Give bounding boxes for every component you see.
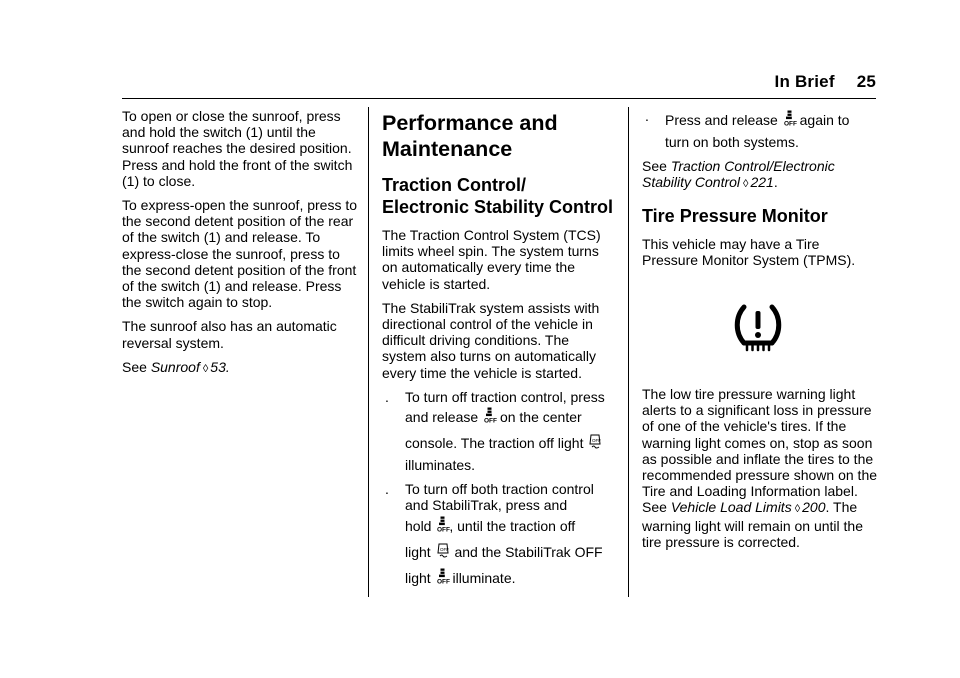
svg-text:OFF: OFF: [439, 546, 449, 552]
page-number: 25: [856, 72, 876, 91]
bullet-traction-off: . To turn off traction control, press and release OFF on the center console. The traction off light OFF illuminates.: [385, 388, 605, 474]
traction-control-link[interactable]: Traction Control/Electronic Stability Control ◊ 221: [642, 158, 835, 191]
column-divider-1: [368, 107, 369, 597]
traction-control-off-button-icon: [436, 568, 450, 592]
traction-off-light-icon: [589, 433, 601, 457]
svg-text:OFF: OFF: [437, 526, 451, 534]
bullet-both-off: . To turn off both traction control and StabiliTrak, press and hold OFF , until the traction off light OFF and the StabiliTrak OFF light OFF illuminate.: [382, 481, 614, 591]
column-2: [382, 108, 614, 600]
xref-arrow-icon: ◊: [743, 178, 749, 191]
subheading-traction-control: Traction Control/ Electronic Stability Control: [382, 175, 614, 217]
sunroof-open-paragraph: To open or close the sunroof, press and hold the switch (1) until the sunroof reaches the desired position. Press and hold the front of the switch (1) to close.: [122, 108, 353, 189]
tcs-paragraph: The Traction Control System (TCS) limits wheel spin. The system turns on automatically every time the vehicle is started.: [382, 227, 601, 292]
column-3: [642, 108, 878, 558]
header-rule: [122, 98, 876, 99]
page-header: [775, 72, 876, 92]
svg-text:OFF: OFF: [592, 438, 602, 444]
sunroof-reversal-paragraph: The sunroof also has an automatic reversal system.: [122, 318, 337, 351]
subheading-tire-pressure: Tire Pressure Monitor: [642, 205, 828, 226]
svg-text:OFF: OFF: [484, 417, 498, 425]
bullet-dot: .: [645, 108, 649, 124]
traction-control-off-button-icon: [484, 407, 498, 431]
xref-arrow-icon: ◊: [202, 362, 209, 375]
sunroof-express-paragraph: To express-open the sunroof, press to the second detent position of the rear of the switch (1) and release. To express-close the sunroof, press to the second detent position of the front of the switch (1) and release. Press the switch again to stop.: [122, 197, 358, 311]
traction-off-light-icon: [437, 542, 449, 566]
xref-arrow-icon: ◊: [794, 503, 801, 516]
section-title: In Brief: [774, 72, 835, 91]
vehicle-load-limits-link[interactable]: Vehicle Load Limits ◊ 200: [670, 499, 826, 516]
svg-text:OFF: OFF: [436, 578, 450, 586]
section-heading-performance: Performance and Maintenance: [382, 111, 558, 161]
sunroof-see-reference: See Sunroof ◊ 53.: [122, 358, 230, 375]
tire-pressure-warning-icon: [733, 303, 783, 353]
stabilitrak-paragraph: The StabiliTrak system assists with directional control of the vehicle in difficult driving conditions. The system also turns on automatically every time the vehicle is started.: [382, 299, 600, 381]
bullet-turn-on: . Press and release OFF again to turn on both systems.: [645, 108, 850, 150]
traction-control-off-button-icon: [783, 110, 797, 134]
column-divider-2: [628, 107, 629, 597]
sunroof-link[interactable]: Sunroof ◊ 53.: [150, 358, 230, 375]
tpms-intro-paragraph: This vehicle may have a Tire Pressure Monitor System (TPMS).: [642, 235, 856, 268]
traction-see-reference: See Traction Control/Electronic Stability Control ◊ 221.: [642, 158, 835, 191]
column-1: [122, 108, 358, 385]
tpms-warning-paragraph: The low tire pressure warning light alerts to a significant loss in pressure of one of the vehicle's tires. If the warning light comes on, stop as soon as possible and inflate the tires to the recommended pressure shown on the Tire and Loading Information label. See Vehicle Load Limits ◊ 200. The warning light will remain on until the tire pressure is corrected.: [642, 386, 878, 550]
bullet-dot: .: [385, 388, 389, 405]
traction-control-off-button-icon: [437, 516, 451, 540]
svg-text:OFF: OFF: [783, 120, 797, 128]
bullet-dot: .: [385, 481, 389, 498]
